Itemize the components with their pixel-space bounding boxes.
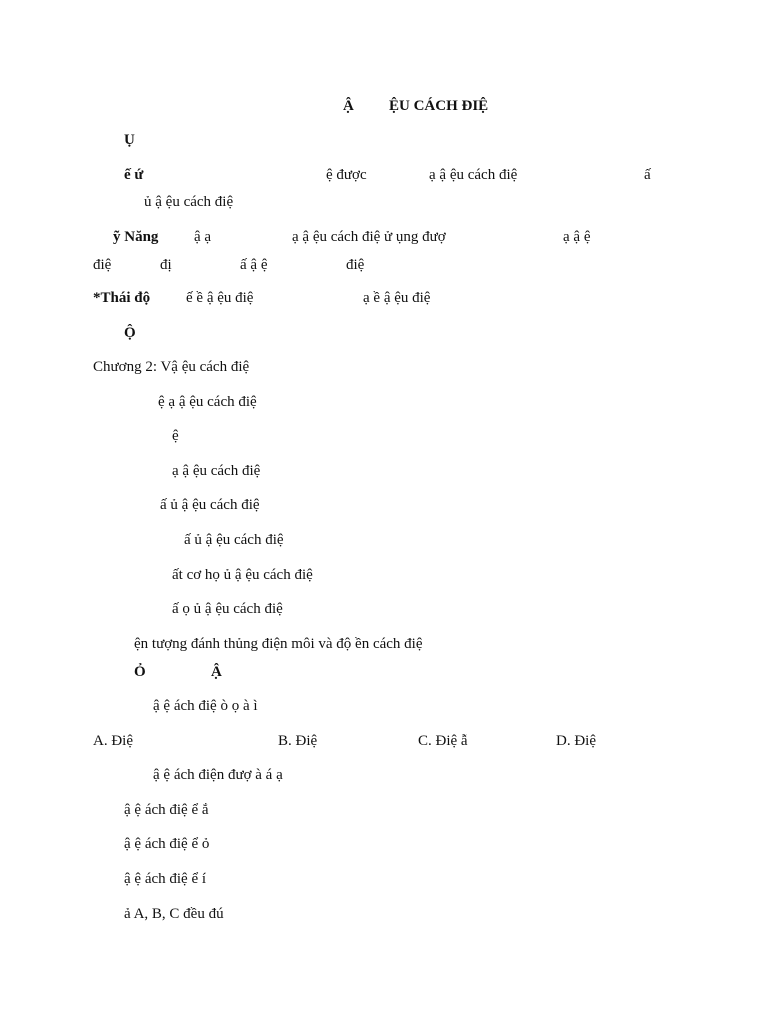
title-part-2: ỆU CÁCH ĐIỆ [389, 98, 489, 114]
attitude-text-1: ế ề ậ ệu điệ [186, 290, 254, 306]
knowledge-text-line2: ủ ậ ệu cách điệ [144, 194, 234, 210]
question-2-option: ả A, B, C đều đú [124, 906, 224, 922]
outline-item: ệ ạ ậ ệu cách điệ [158, 394, 257, 410]
question-2-option: ậ ệ ách điệ ể ỏ [124, 836, 210, 852]
outline-item: ện tượng đánh thủng điện môi và độ ền cách điệ [134, 636, 423, 652]
title-part-1: Ậ [343, 98, 354, 114]
outline-item: ấ ủ ậ ệu cách điệ [184, 532, 284, 548]
skills-text-line2-1: điệ [93, 257, 112, 273]
knowledge-text-2: ạ ậ ệu cách điệ [429, 167, 518, 183]
question-1-option-d: D. Điệ [556, 733, 596, 749]
outline-item: ạ ậ ệu cách điệ [172, 463, 261, 479]
section-heading-objectives: Ụ [124, 132, 135, 148]
question-1-option-a: A. Điệ [93, 733, 133, 749]
skills-text-2: ạ ậ ệu cách điệ ử ụng đượ [292, 229, 446, 245]
skills-label: ỹ Năng [113, 229, 159, 245]
skills-text-3: ạ ậ ệ [563, 229, 591, 245]
question-2-stem: ậ ệ ách điện đượ à á ạ [153, 767, 283, 783]
question-2-option: ậ ệ ách điệ ể ắ [124, 802, 209, 818]
question-1-option-b: B. Điệ [278, 733, 318, 749]
section-heading-questions-2: Ậ [211, 664, 222, 680]
skills-text-line2-2: đị [160, 257, 172, 273]
outline-item: ất cơ họ ủ ậ ệu cách điệ [172, 567, 313, 583]
section-heading-content: Ộ [124, 325, 136, 341]
knowledge-text-1: ệ được [326, 167, 367, 183]
chapter-heading: Chương 2: Vậ ệu cách điệ [93, 359, 250, 375]
knowledge-label: ế ứ [124, 167, 144, 183]
attitude-text-2: ạ ề ậ ệu điệ [363, 290, 431, 306]
knowledge-text-3: ấ [644, 167, 651, 183]
skills-text-1: ậ ạ [194, 229, 212, 245]
question-2-option: ậ ệ ách điệ ể í [124, 871, 207, 887]
outline-item: ấ ọ ủ ậ ệu cách điệ [172, 601, 283, 617]
outline-item: ệ [172, 428, 179, 444]
question-1-option-c: C. Điệ ẫ [418, 733, 468, 749]
skills-text-line2-4: điệ [346, 257, 365, 273]
skills-text-line2-3: ấ ậ ệ [240, 257, 268, 273]
section-heading-questions-1: Ỏ [134, 664, 146, 680]
outline-item: ấ ủ ậ ệu cách điệ [160, 497, 260, 513]
attitude-label: *Thái độ [93, 290, 151, 306]
question-1-stem: ậ ệ ách điệ ò ọ à ì [153, 698, 258, 714]
